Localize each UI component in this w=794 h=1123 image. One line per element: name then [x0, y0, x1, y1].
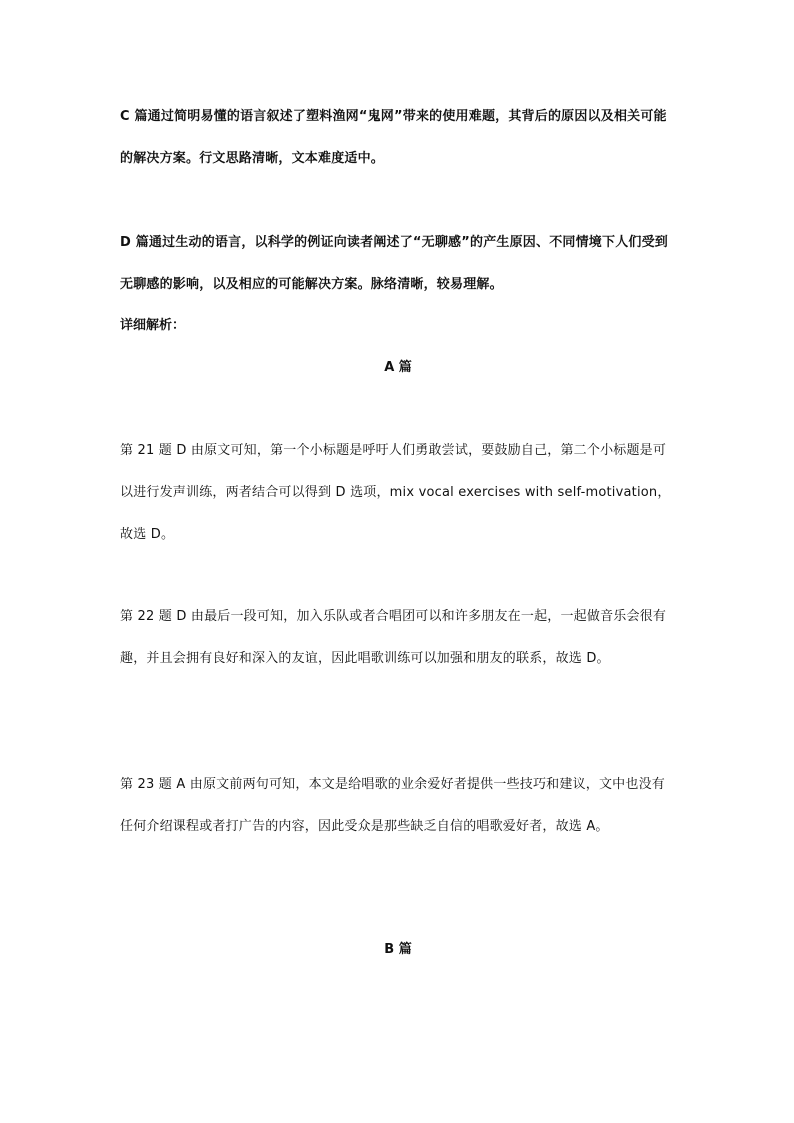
d-passage-summary: D 篇通过生动的语言，以科学的例证向读者阐述了“无聊感”的产生原因、不同情境下人们受到无聊感的影响，以及相应的可能解决方案。脉络清晰，较易理解。	[120, 235, 669, 292]
question-22-explanation: 第 22 题 D 由最后一段可知，加入乐队或者合唱团可以和许多朋友在一起，一起做音乐会很有趣，并且会拥有良好和深入的友谊，因此唱歌训练可以加强和朋友的联系，故选 D。	[120, 609, 667, 666]
question-21-explanation: 第 21 题 D 由原文可知，第一个小标题是呼吁人们勇敢尝试，要鼓励自己，第二个小标题是可以进行发声训练，两者结合可以得到 D 选项，mix vocal exercises with self-motivation，故选 D。	[120, 443, 671, 542]
detail-analysis-label: 详细解析：	[120, 318, 186, 333]
section-b-heading: B 篇	[384, 942, 412, 957]
section-a-heading: A 篇	[384, 360, 412, 375]
question-23-explanation: 第 23 题 A 由原文前两句可知，本文是给唱歌的业余爱好者提供一些技巧和建议，文中也没有任何介绍课程或者打广告的内容，因此受众是那些缺乏自信的唱歌爱好者，故选 A。	[120, 777, 665, 834]
c-passage-summary: C 篇通过简明易懂的语言叙述了塑料渔网“鬼网”带来的使用难题，其背后的原因以及相关可能的解决方案。行文思路清晰，文本难度适中。	[120, 109, 667, 166]
